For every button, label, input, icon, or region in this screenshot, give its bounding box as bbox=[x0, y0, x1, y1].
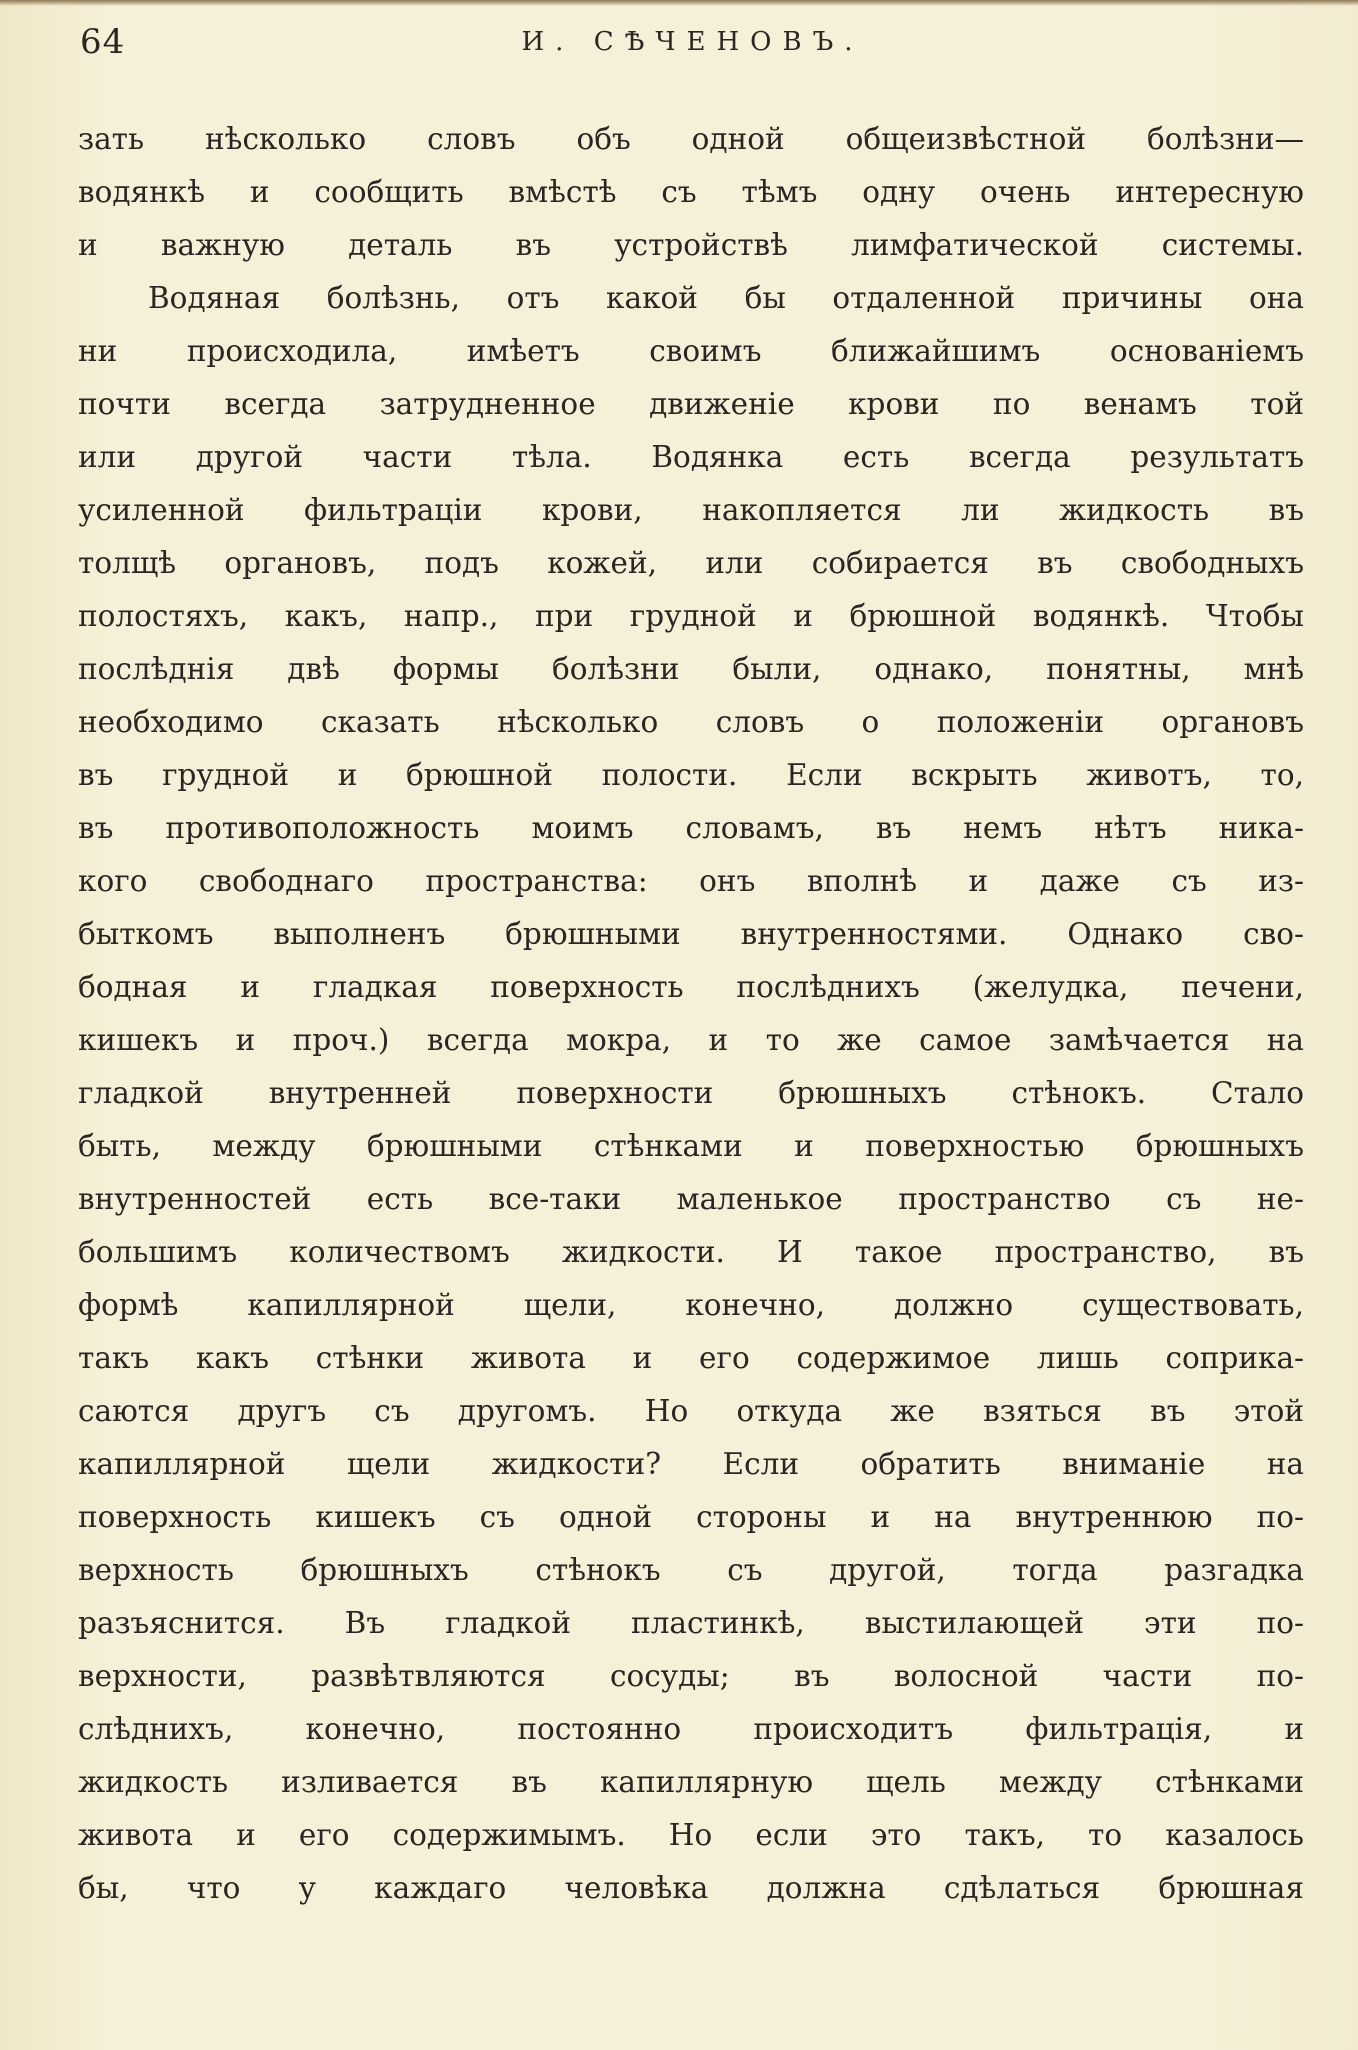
text-line: усиленной фильтраціи крови, накопляется ли жидкость въ bbox=[78, 493, 1304, 527]
page-header bbox=[80, 18, 1305, 66]
text-line: быть, между брюшными стѣнками и поверхностью брюшныхъ bbox=[78, 1129, 1304, 1163]
text-line: необходимо сказать нѣсколько словъ о положеніи органовъ bbox=[78, 705, 1304, 739]
text-line: бодная и гладкая поверхность послѣднихъ (желудка, печени, bbox=[78, 970, 1304, 1004]
page-top-edge bbox=[0, 0, 1358, 6]
text-line: бы, что у каждаго человѣка должна сдѣлаться брюшная bbox=[78, 1871, 1304, 1905]
text-line: такъ какъ стѣнки живота и его содержимое лишь соприка- bbox=[78, 1341, 1304, 1375]
page-number: 64 bbox=[80, 22, 126, 62]
text-line: или другой части тѣла. Водянка есть всегда результатъ bbox=[78, 440, 1304, 474]
text-line: и важную деталь въ устройствѣ лимфатической системы. bbox=[78, 228, 1304, 262]
text-line: формѣ капиллярной щели, конечно, должно существовать, bbox=[78, 1288, 1304, 1322]
text-line: большимъ количествомъ жидкости. И такое пространство, въ bbox=[78, 1235, 1304, 1269]
text-line: водянкѣ и сообщить вмѣстѣ съ тѣмъ одну очень интересную bbox=[78, 175, 1304, 209]
text-line: быткомъ выполненъ брюшными внутренностями. Однако сво- bbox=[78, 917, 1304, 951]
text-line: кишекъ и проч.) всегда мокра, и то же самое замѣчается на bbox=[78, 1023, 1304, 1057]
text-line: капиллярной щели жидкости? Если обратить вниманіе на bbox=[78, 1447, 1304, 1481]
paragraph-first-line: Водяная болѣзнь, отъ какой бы отдаленной причины она bbox=[148, 281, 1304, 315]
text-line: поверхность кишекъ съ одной стороны и на внутреннюю по- bbox=[78, 1500, 1304, 1534]
text-line: въ противоположность моимъ словамъ, въ немъ нѣтъ ника- bbox=[78, 811, 1304, 845]
text-line: ни происходила, имѣетъ своимъ ближайшимъ основаніемъ bbox=[78, 334, 1304, 368]
running-head: И. СѢЧЕНОВЪ. bbox=[521, 27, 864, 57]
body-text bbox=[78, 113, 1304, 1915]
text-line: кого свободнаго пространства: онъ вполнѣ и даже съ из- bbox=[78, 864, 1304, 898]
text-line: верхности, развѣтвляются сосуды; въ волосной части по- bbox=[78, 1659, 1304, 1693]
text-line: почти всегда затрудненное движеніе крови по венамъ той bbox=[78, 387, 1304, 421]
text-line: полостяхъ, какъ, напр., при грудной и брюшной водянкѣ. Чтобы bbox=[78, 599, 1304, 633]
text-line: толщѣ органовъ, подъ кожей, или собирается въ свободныхъ bbox=[78, 546, 1304, 580]
text-line: гладкой внутренней поверхности брюшныхъ стѣнокъ. Стало bbox=[78, 1076, 1304, 1110]
text-line: жидкость изливается въ капиллярную щель между стѣнками bbox=[78, 1765, 1304, 1799]
text-line: саются другъ съ другомъ. Но откуда же взяться въ этой bbox=[78, 1394, 1304, 1428]
text-line: разъяснится. Въ гладкой пластинкѣ, выстилающей эти по- bbox=[78, 1606, 1304, 1640]
text-line: въ грудной и брюшной полости. Если вскрыть животъ, то, bbox=[78, 758, 1304, 792]
text-line: внутренностей есть все-таки маленькое пространство съ не- bbox=[78, 1182, 1304, 1216]
text-line: послѣднія двѣ формы болѣзни были, однако, понятны, мнѣ bbox=[78, 652, 1304, 686]
text-line: живота и его содержимымъ. Но если это такъ, то казалось bbox=[78, 1818, 1304, 1852]
text-line: зать нѣсколько словъ объ одной общеизвѣстной болѣзни— bbox=[78, 122, 1304, 156]
text-line: верхность брюшныхъ стѣнокъ съ другой, тогда разгадка bbox=[78, 1553, 1304, 1587]
text-line: слѣднихъ, конечно, постоянно происходитъ фильтрація, и bbox=[78, 1712, 1304, 1746]
